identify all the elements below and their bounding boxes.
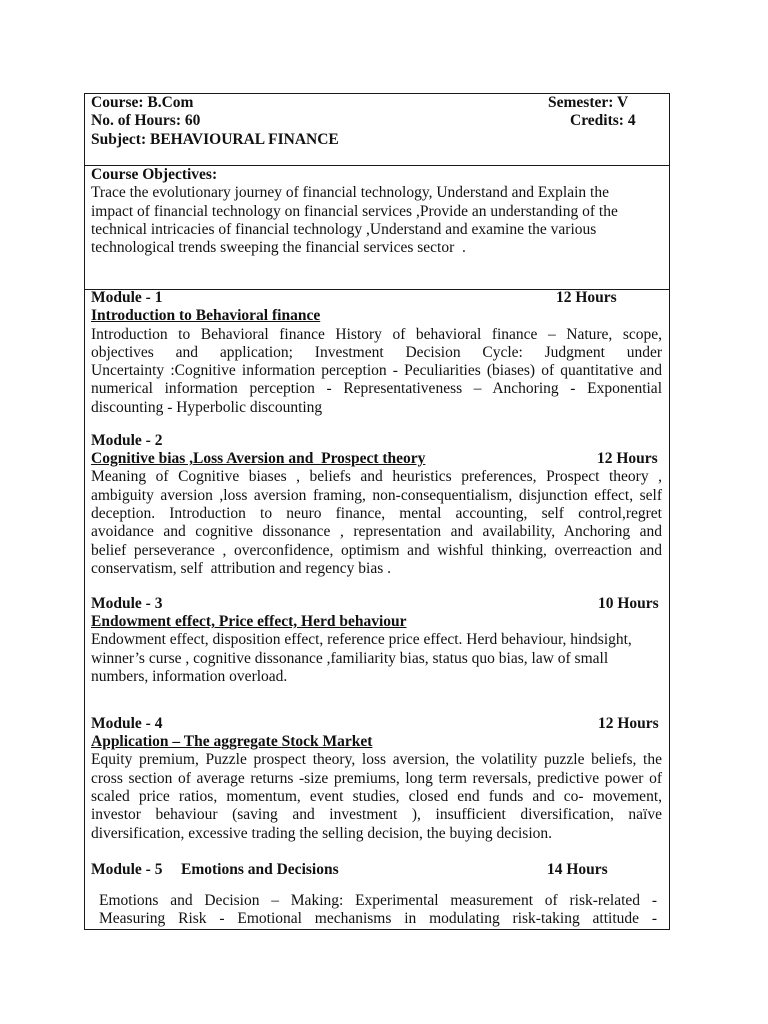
- module-text-line: avoidance and cognitive dissonance , representation and availability, Anchoring and: [91, 523, 662, 541]
- objectives-line: impact of financial technology on financial services ,Provide an understanding of the: [91, 202, 618, 220]
- objectives-line: Trace the evolutionary journey of financial technology, Understand and Explain the: [91, 184, 609, 202]
- module-5: [91, 861, 662, 929]
- module-text-line: cross section of average returns -size premiums, long term reversals, predictive power of: [91, 769, 662, 787]
- course-objectives: [85, 166, 669, 290]
- module-label: Module - 2: [91, 431, 163, 449]
- module-title: Endowment effect, Price effect, Herd behaviour: [91, 613, 407, 631]
- course-header: [85, 94, 669, 166]
- module-text-line: Introduction to Behavioral finance History of behavioral finance – Nature, scope,: [91, 325, 662, 343]
- module-text: [99, 892, 657, 929]
- module-4: [91, 715, 662, 843]
- module-label: Module - 5: [91, 860, 163, 878]
- module-text-line: winner’s curse , cognitive dissonance ,familiarity bias, status quo bias, law of small: [91, 649, 609, 667]
- module-3: [91, 595, 662, 686]
- module-2: [91, 432, 662, 578]
- subject-label: Subject: BEHAVIOURAL FINANCE: [91, 130, 339, 148]
- module-text-line: Meaning of Cognitive biases , beliefs and heuristics preferences, Prospect theory ,: [91, 468, 662, 486]
- module-text-line: ambiguity aversion ,loss aversion framing, non-consequentialism, disjunction effect, self: [91, 486, 662, 504]
- module-1: [91, 290, 662, 417]
- hours-label: No. of Hours: 60: [91, 112, 201, 130]
- module-text-line: deception. Introduction to neuro finance, mental accounting, self control,regret: [91, 505, 662, 523]
- objectives-line: technical intricacies of financial technology ,Understand and examine the various: [91, 220, 597, 238]
- course-label: Course: B.Com: [91, 94, 194, 111]
- module-hours: 12 Hours: [598, 714, 659, 732]
- module-hours: 14 Hours: [547, 860, 608, 878]
- module-text-line: Measuring Risk - Emotional mechanisms in modulating risk-taking attitude -: [99, 910, 657, 928]
- module-text-line: conservatism, self attribution and regency bias .: [91, 559, 392, 577]
- module-hours: 12 Hours: [556, 290, 617, 306]
- module-hours: 12 Hours: [597, 450, 658, 468]
- syllabus-table: [84, 93, 670, 930]
- module-text-line: numerical information perception - Representativeness – Anchoring - Exponential: [91, 380, 662, 398]
- objectives-line: technological trends sweeping the financial services sector .: [91, 239, 466, 257]
- module-label: Module - 1: [91, 290, 163, 306]
- module-title: Application – The aggregate Stock Market: [91, 733, 373, 751]
- module-text-line: Equity premium, Puzzle prospect theory, loss aversion, the volatility puzzle beliefs, the: [91, 751, 662, 769]
- module-text-line: scaled price ratios, momentum, event studies, closed end funds and co- movement,: [91, 787, 662, 805]
- module-text-line: objectives and application; Investment Decision Cycle: Judgment under: [91, 343, 662, 361]
- module-hours: 10 Hours: [598, 594, 659, 612]
- objectives-heading: Course Objectives:: [91, 166, 218, 183]
- module-text-line: Endowment effect, disposition effect, reference price effect. Herd behaviour, hindsight,: [91, 631, 632, 649]
- module-title: Cognitive bias ,Loss Aversion and Prospect theory: [91, 450, 426, 468]
- module-title: Emotions and Decisions: [181, 860, 339, 878]
- module-text-line: diversification, excessive trading the selling decision, the buying decision.: [91, 824, 553, 842]
- module-text-line: Emotions and Decision – Making: Experimental measurement of risk-related -: [99, 891, 657, 909]
- module-label: Module - 3: [91, 594, 163, 612]
- module-text-line: discounting - Hyperbolic discounting: [91, 398, 323, 416]
- semester-label: Semester: V: [548, 94, 629, 111]
- credits-label: Credits: 4: [570, 112, 636, 130]
- module-text-line: Uncertainty :Cognitive information perception - Peculiarities (biases) of quantitative and: [91, 362, 662, 380]
- module-label: Module - 4: [91, 714, 163, 732]
- module-text-line: belief perseverance , overconfidence, optimism and wishful thinking, overreaction and: [91, 541, 662, 559]
- module-title: Introduction to Behavioral finance: [91, 307, 321, 325]
- module-text-line: investor behaviour (saving and investment ), insufficient diversification, naïve: [91, 806, 662, 824]
- modules-section: [85, 290, 669, 929]
- module-text-line: numbers, information overload.: [91, 667, 288, 685]
